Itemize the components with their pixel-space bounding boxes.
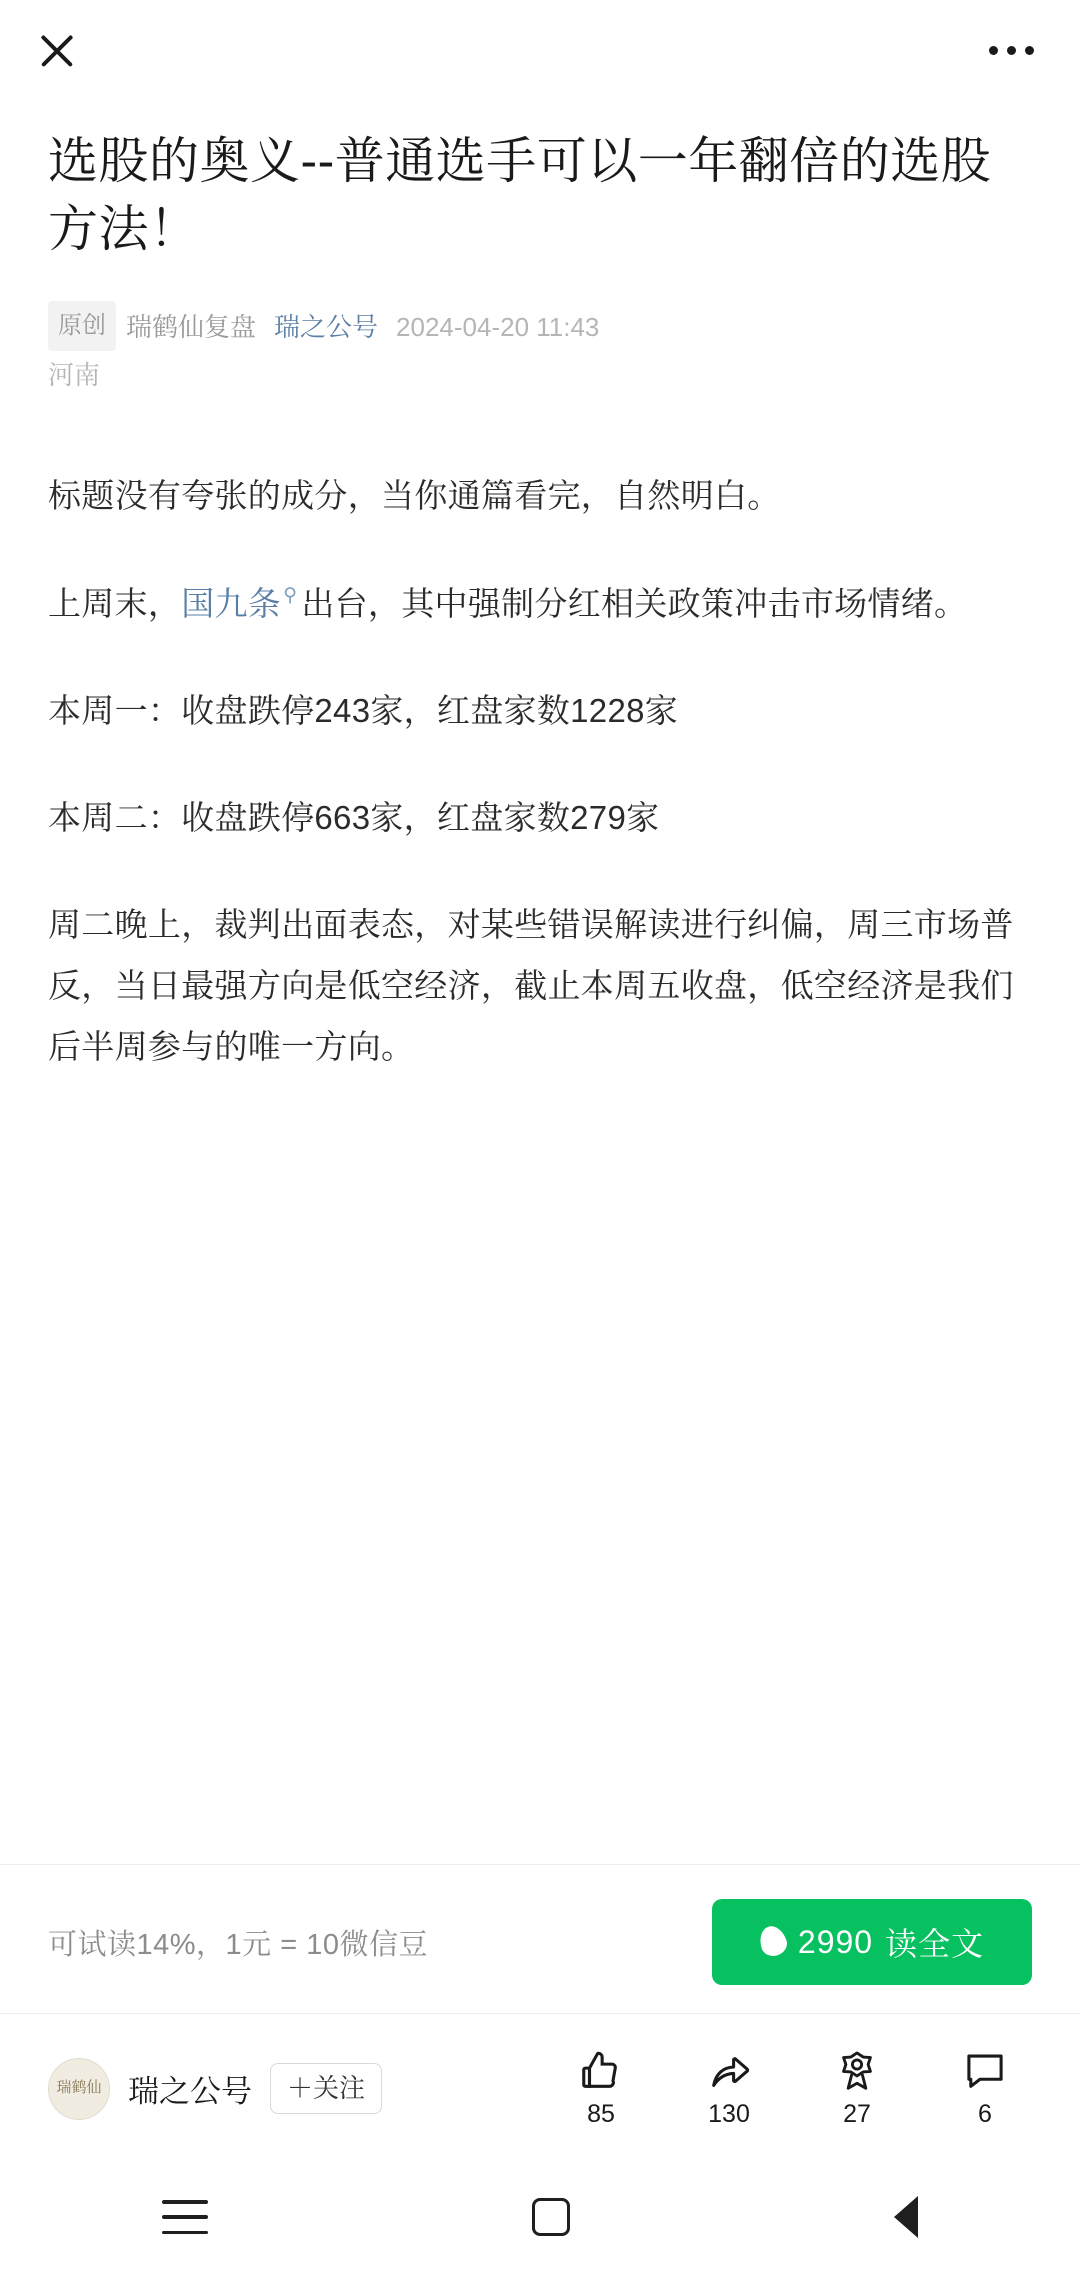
footer-action-bar	[0, 2013, 1080, 2163]
thumbs-up-icon	[577, 2048, 625, 2094]
read-button-label: 读全文	[885, 1926, 985, 1962]
paywall-bar	[0, 1864, 1080, 2013]
article-content	[0, 100, 1080, 1864]
home-square-icon[interactable]	[532, 2198, 570, 2236]
read-full-article-button[interactable]	[712, 1899, 1032, 1985]
paragraph-with-link	[48, 573, 1032, 634]
like-count: 85	[587, 2100, 615, 2128]
menu-icon[interactable]	[162, 2200, 208, 2234]
share-action[interactable]	[692, 2048, 766, 2129]
article-body	[48, 465, 1032, 1076]
wow-flower-icon	[833, 2048, 881, 2094]
article-meta	[48, 301, 1032, 399]
paragraph: 本周一：收盘跌停243家，红盘家数1228家	[48, 691, 679, 729]
paragraph: 标题没有夸张的成分，当你通篇看完，自然明白。	[48, 477, 781, 515]
trial-read-notice: 可试读14%，1元 = 10微信豆	[48, 1928, 428, 1961]
system-nav-bar	[0, 2163, 1080, 2271]
top-bar	[0, 0, 1080, 100]
wechat-bean-icon	[756, 1923, 790, 1960]
avatar[interactable]: 瑞鹤仙	[48, 2058, 110, 2120]
author-name: 瑞鹤仙复盘	[126, 312, 257, 342]
paragraph: 周二晚上，裁判出面表态，对某些错误解读进行纠偏，周三市场普反，当日最强方向是低空经济，截止本周五收盘，低空经济是我们后半周参与的唯一方向。	[48, 905, 1014, 1065]
like-action[interactable]	[564, 2048, 638, 2129]
comment-count: 6	[978, 2100, 992, 2128]
paragraph-text-post: 出台，其中强制分红相关政策冲击市场情绪。	[301, 584, 968, 622]
original-badge: 原创	[48, 301, 116, 351]
page-title: 选股的奥义--普通选手可以一年翻倍的选股方法！	[48, 133, 992, 257]
account-link[interactable]: 瑞之公号	[274, 312, 379, 342]
inline-search-link[interactable]	[181, 585, 301, 622]
share-arrow-icon	[705, 2048, 753, 2094]
publish-time: 2024-04-20 11:43	[396, 312, 600, 342]
inline-link-text: 国九条	[181, 584, 282, 622]
comment-bubble-icon	[961, 2048, 1009, 2094]
comment-action[interactable]	[948, 2048, 1022, 2129]
more-options-icon[interactable]	[985, 27, 1038, 73]
share-count: 130	[708, 2100, 750, 2128]
account-row[interactable]	[48, 2058, 382, 2120]
close-icon[interactable]	[34, 27, 80, 73]
back-triangle-icon[interactable]	[894, 2196, 918, 2238]
footer-account-name[interactable]: 瑞之公号	[128, 2074, 252, 2109]
paragraph-text-pre: 上周末，	[48, 584, 182, 622]
wow-count: 27	[843, 2100, 871, 2128]
search-icon: ⚲	[283, 584, 298, 606]
reaction-actions	[564, 2048, 1032, 2129]
region-label: 河南	[48, 360, 101, 391]
wow-action[interactable]	[820, 2048, 894, 2129]
read-button-count: 2990	[797, 1923, 874, 1960]
paragraph: 本周二：收盘跌停663家，红盘家数279家	[48, 798, 660, 836]
follow-button[interactable]: ＋关注	[270, 2063, 382, 2114]
